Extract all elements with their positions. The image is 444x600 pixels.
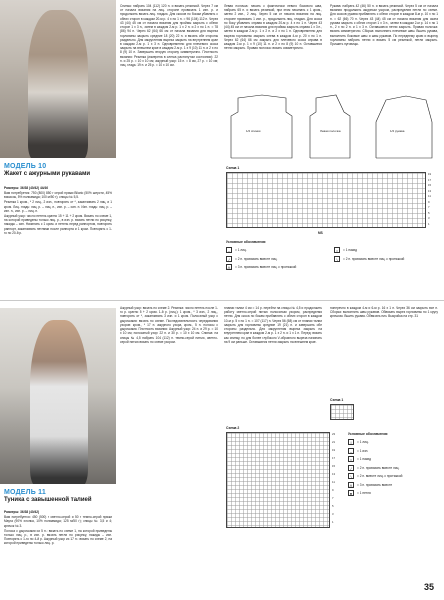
row-number: 19 bbox=[332, 448, 336, 452]
model-figure bbox=[28, 10, 88, 158]
legend-text: = 2 п. провязать вместе лиц. с протяжкой bbox=[343, 256, 405, 261]
legend-item bbox=[348, 490, 438, 496]
legend-item bbox=[226, 256, 324, 262]
row-number: 1 bbox=[428, 221, 430, 226]
legend-item bbox=[348, 465, 438, 471]
legend-text: = 3 п. провязать вместе bbox=[357, 482, 393, 487]
legend-symbol: Λ bbox=[349, 482, 353, 488]
row-number: 3 bbox=[332, 512, 334, 516]
model-11-col1 bbox=[4, 510, 112, 546]
legend-symbol: ○ bbox=[349, 457, 353, 463]
legend-symbol: ● bbox=[349, 491, 353, 497]
model-10-title bbox=[4, 162, 114, 179]
legend-symbol: – bbox=[349, 448, 353, 454]
model-10-col4 bbox=[330, 4, 438, 47]
page-number: 35 bbox=[423, 582, 434, 593]
col2-text: Ажурный узор: вязать по схеме 2. Резинка: число петель после 1-го р. кратно 5 + 2 кром. 1-й р. (лиц.): 1 кром., * 3 изн., 2 лиц., повторять от *, заканчивать 3 изн. и 1 кром. Полосатый узор с дырочками: вязать по схеме. Последовательность чередования узоров: кром., * 17 п. ажурного узора, кром., 5 п. полосы с дырочками. Плотность вязания: Ажурный узор: 24 п. и 29 р. = 10 x 10 см; полосатый узор: 22 п. и 30 р. = 10 x 10 см. Спинка: на спицы № 4,5 набрать 104 (112) п. темно-серой нитью, светло-серой нитью вязать по схеме узором. bbox=[120, 306, 218, 344]
pattern2-text: Ажурный узор: число петель кратно 15 + 11 + 2 кром. Вязать по схеме 1, на которой приведены только лиц. р., в изн. р. вязать петли по рисунку, накиды – изн. Начинать с 1 кром. и петель перед раппортом, повторять раппорт, заканчивать петлями после раппорта и 1 кром. Повторять с 1-го по 20-й р. bbox=[4, 213, 112, 235]
legend-text: = 1 изн. bbox=[357, 448, 369, 453]
legend-item bbox=[334, 247, 432, 253]
model-number: МОДЕЛЬ 10 bbox=[4, 163, 47, 170]
row-number: 23 bbox=[332, 432, 336, 436]
legend-item bbox=[348, 456, 438, 462]
legend-symbol: \ bbox=[348, 473, 354, 479]
model-10-col3 bbox=[224, 4, 322, 51]
row-number: 7 bbox=[332, 496, 334, 500]
row-number: 13 bbox=[428, 188, 432, 193]
col3-text: Левая полочка: начать с фактически левого бокового шва, набрать 65 п. и вязать резинкой, при этом начинать с 1 кром., затем 2 изн., 2 лиц. Через 5 см от начала вязания на лиц. стороне провязать 1 изн. р., продолжить лиц. гладью. Для скоса по боку убавлять справа в каждом 20-м р. 4 x по 1 п. Через 43 (44) 45 см от начала вязания для проймы закрыть справа 1 x 3 п., затем в каждом 2-м р. 1 x 2 п. и 2 x по 1 п. Одновременно для выреза горловины закрыть слева в каждом 4-м р. 20 x по 1 п. Через 62 (64) 66 см закрыть для плечевого скоса справа в каждом 2-м р. 1 x 9 (10) 11 п. и 2 x по 8 (9) 10 п. Оставшиеся петли закрыть. Правая полочка: вязать симметрично. bbox=[224, 4, 322, 51]
model-10-col2 bbox=[120, 4, 218, 68]
front-outline bbox=[310, 95, 350, 158]
row-number: 11 bbox=[428, 194, 431, 198]
legend-item bbox=[348, 473, 438, 479]
schema2-grid bbox=[226, 432, 330, 528]
row-number: 17 bbox=[428, 177, 432, 182]
row-number: 7 bbox=[428, 205, 430, 209]
pattern1-text: Полоса с дырочками из 5 п.: вязать по схеме 1, на которой приведены только лиц. р., в изн. р. вязать петли по рисунку, накиды – изн. Повторять с 1-го по 4-й р. Ажурный узор из 17 п.: вязать по схеме 2, на которой приведены только лиц. р. bbox=[4, 528, 112, 546]
legend-symbol: Λ bbox=[227, 265, 231, 271]
row-number: 13 bbox=[332, 472, 336, 476]
row-number: 3 bbox=[428, 216, 430, 220]
legend-item bbox=[334, 256, 432, 262]
legend-symbol: / bbox=[348, 465, 354, 471]
legend-text: = 2 п. провязать вместе лиц. bbox=[235, 256, 278, 261]
row-number: 9 bbox=[428, 199, 430, 204]
legend-text: = 1 лиц. bbox=[235, 248, 247, 253]
schema1-title: Схема 1 bbox=[330, 398, 344, 402]
model-10-legend bbox=[226, 240, 436, 273]
legend-title: Условные обозначения bbox=[226, 240, 266, 244]
model-name: Жакет с ажурными рукавами bbox=[4, 171, 91, 178]
pattern1-text: Резинка 1 кром., * 2 лиц., 2 изн., повторять от *, заканчивать 2 лиц. и 1 кром. Лиц. гладь: лиц. р. – лиц. п., изн. р. – изн. п. Изн. гладь: лиц. р. – изн. п., изн. р. – лиц. п. bbox=[4, 200, 112, 213]
legend-text: = 1 накид bbox=[343, 248, 357, 253]
legend-symbol: / bbox=[226, 256, 232, 262]
schema1-title: Схема 1 bbox=[226, 166, 240, 170]
sizes-text: Размеры: 36/38 (40/42) bbox=[4, 510, 40, 514]
materials-text: Вам потребуется: 750 (800) 850 г серой пряжи Bilario (50% шерсти, 45% вискозы, 5% полиамида; 100 м/50 г); спицы № 5,5. bbox=[4, 191, 112, 200]
row-number: 5 bbox=[428, 210, 430, 215]
materials-text: Вам потребуется: 450 (500) г светло-серой и 50 г темно-серой пряжи Mayra (90% хлопка, 10% полиамида; 125 м/50 г); спицы № 3,5 и 4; крючок № 3. bbox=[4, 515, 112, 528]
legend-text: = 1 лиц. bbox=[357, 440, 369, 445]
col3-text: планки талии 4 см = 14 р. перейти на спицы № 4,5 и продолжить работу светло-серой нитью полосатым узором, распределяя петли. Для скоса по бокам прибавлять с обеих сторон в каждом 10-м р. 5 x по 1 п. = 107 (117) п. Через 56 (58) см от планки талии закрыть для горловины средние 19 (21) п. и завершить обе стороны раздельно. Для закругления выреза закрыть на внутреннем крае в каждом 2-м р. 1 x 2 п. и 1 x 1 п. Перед: вязать как спинку, но для более глубокого V-образного выреза начинать на 9 см раньше. Оставшиеся петли закрыть на внешнем крае. bbox=[224, 306, 322, 344]
col2-text: Спинка: набрать 104 (112) 120 п. и вязать резинкой. Через 7 см от начала вязания на лиц. стороне провязать 1 изн. р. и продолжить вязать лиц. гладью. Для скосов по бокам убавлять с обеих сторон в каждом 20-м р. 4 x по 1 п. = 96 (104) 112 п. Через 43 (44) 45 см от начала вязания для проймы закрыть с обеих сторон 1 x 3 п., затем в каждом 2-м р. 1 x 2 п. и 2 x по 1 п. = 78 (86) 94 п. Через 62 (64) 66 см от начала вязания для выреза горловины закрыть средние 18 (20) 22 п. и вязать обе стороны раздельно. Для закругления выреза закрыть на внутреннем крае в каждом 2-м р. 1 x 3 п. Одновременно для плечевого скоса закрыть на внешнем крае в каждом 2-м р. 1 x 9 (10) 11 п. и 2 x по 8 (9) 10 п. Завершить вторую сторону симметрично. Плотность вязания: Резинка (измерена в слегка растянутом состоянии): 22 п. и 25 р. = 10 x 10 см; ажурный узор: 15 п. = 8 см, 27 р. = 10 см; лиц. гладь: 19 п. и 25 р. = 10 x 10 см. bbox=[120, 4, 218, 68]
legend-text: = 3 п. провязать вместе лиц. с протяжкой bbox=[235, 265, 297, 270]
model-figure bbox=[30, 320, 88, 484]
col4-text: поперечно в каждом 4-м и 6-м р. 16 x 1 п. Через 36 см закрыть все п. Сборка: выполнить швы рукавов. Обвязать вырез горловины по 1 кругу крючком. Вшить рукава. Обвязать низ. Выкройка на стр. 31 bbox=[330, 306, 438, 319]
model-11-legend bbox=[348, 432, 438, 499]
model-number: МОДЕЛЬ 11 bbox=[4, 489, 46, 496]
model-11-title bbox=[4, 488, 114, 505]
model-11-col4 bbox=[330, 306, 438, 320]
col4-text: Рукава: набрать 42 (46) 50 п. и вязать резинкой. Через 5 см от начала вязания продолжить ажурным узором, распределив петли по схеме. Для скосов рукава прибавлять с обеих сторон в каждом 8-м р. 10 x по 1 п. = 62 (66) 70 п. Через 43 (44) 45 см от начала вязания для оката рукава закрыть с обеих сторон 1 x 3 п., затем в каждом 2-м р. 14 x по 1 п., 2 x по 2 п. и 1 x 3 п. Оставшиеся петли закрыть. Правая полочка: вязать симметрично. Сборка: выполнить плечевые швы. Вшить рукава, выполнить боковые швы и швы рукавов. По переднему краю и вырезу горловины набрать петли и вязать 5 см резинкой, петли закрыть. Пришить пуговицы. bbox=[330, 4, 438, 46]
row-number: 19 bbox=[428, 172, 432, 176]
row-number: 5 bbox=[332, 504, 334, 508]
legend-symbol: \ bbox=[334, 256, 340, 262]
legend-text: = 2 п. вместе лиц. с протяжкой bbox=[357, 474, 403, 479]
schema1-grid bbox=[226, 172, 426, 228]
model-11-photo bbox=[0, 308, 116, 484]
back-outline bbox=[231, 95, 292, 158]
legend-item bbox=[348, 482, 438, 488]
legend-text: = 2 п. провязать вместе лиц. bbox=[357, 465, 400, 470]
sizes-text: Размеры: 36/38 (40/42) 44/46 bbox=[4, 186, 48, 190]
row-number: 9 bbox=[332, 488, 334, 492]
row-number: 17 bbox=[332, 456, 336, 460]
model-10-col1 bbox=[4, 186, 112, 236]
legend-item bbox=[226, 247, 324, 253]
front-label: Левая полочка bbox=[320, 129, 341, 133]
schema1-grid bbox=[330, 404, 354, 420]
row-number: 11 bbox=[332, 480, 335, 484]
legend-item bbox=[348, 448, 438, 454]
model-10-pattern-drawings bbox=[226, 92, 436, 160]
sleeve-outline bbox=[376, 96, 432, 158]
row-number: 15 bbox=[428, 183, 432, 187]
legend-symbol: | bbox=[348, 439, 354, 445]
row-number: 21 bbox=[332, 440, 336, 444]
sleeve-label: 1/2 рукава bbox=[390, 129, 405, 133]
model-10-photo bbox=[0, 0, 116, 158]
legend-symbol: ○ bbox=[335, 248, 339, 254]
model-11-col3 bbox=[224, 306, 322, 345]
row-number: 1 bbox=[332, 520, 334, 524]
model-11-col2 bbox=[120, 306, 218, 345]
legend-text: = 1 накид bbox=[357, 457, 371, 462]
ms-label: MS bbox=[318, 231, 323, 235]
model-name: Туника с завышенной талией bbox=[4, 497, 92, 504]
legend-symbol: – bbox=[227, 248, 231, 254]
row-number: 15 bbox=[332, 464, 336, 468]
legend-item bbox=[348, 439, 438, 445]
legend-title: Условные обозначения bbox=[348, 432, 388, 436]
legend-item bbox=[226, 264, 324, 270]
schema2-title: Схема 2 bbox=[226, 426, 240, 430]
legend-text: = 1 петля bbox=[357, 491, 371, 496]
section-divider bbox=[0, 300, 444, 301]
back-label: 1/2 спинки bbox=[246, 129, 261, 133]
